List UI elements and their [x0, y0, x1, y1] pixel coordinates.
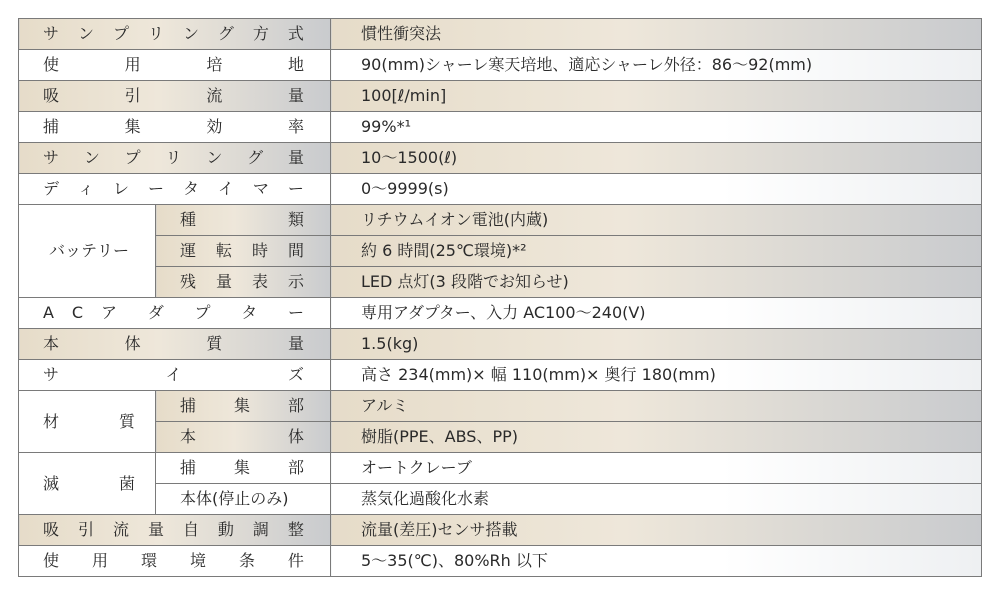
table-row	[19, 546, 982, 577]
table-row	[19, 515, 982, 546]
spec-label: 本 体 質 量	[19, 329, 331, 360]
table-row	[19, 298, 982, 329]
spec-sublabel: 種 類	[156, 205, 331, 236]
spec-value: 100[ℓ/min]	[331, 81, 982, 112]
table-row	[19, 19, 982, 50]
table-row	[19, 50, 982, 81]
spec-value: 専用アダプター、入力 AC100～240(V)	[331, 298, 982, 329]
spec-sublabel: 捕 集 部	[156, 453, 331, 484]
spec-value: リチウムイオン電池(内蔵)	[331, 205, 982, 236]
spec-value: 流量(差圧)センサ搭載	[331, 515, 982, 546]
spec-value: 樹脂(PPE、ABS、PP)	[331, 422, 982, 453]
spec-value: 10～1500(ℓ)	[331, 143, 982, 174]
sterilization-group-label: 滅 菌	[19, 453, 156, 515]
spec-label: 吸 引 流 量	[19, 81, 331, 112]
spec-value: LED 点灯(3 段階でお知らせ)	[331, 267, 982, 298]
spec-sublabel: 本体(停止のみ)	[156, 484, 331, 515]
spec-label: 吸 引 流 量 自 動 調 整	[19, 515, 331, 546]
spec-sublabel: 本 体	[156, 422, 331, 453]
spec-value: アルミ	[331, 391, 982, 422]
table-row	[19, 453, 982, 484]
spec-label: デ ィ レ ー タ イ マ ー	[19, 174, 331, 205]
table-row	[19, 112, 982, 143]
spec-label: 使 用 培 地	[19, 50, 331, 81]
spec-sublabel: 捕 集 部	[156, 391, 331, 422]
spec-value: 慣性衝突法	[331, 19, 982, 50]
table-row	[19, 143, 982, 174]
table-row	[19, 267, 982, 298]
spec-label: 捕 集 効 率	[19, 112, 331, 143]
spec-value: 蒸気化過酸化水素	[331, 484, 982, 515]
spec-value: 99%*¹	[331, 112, 982, 143]
battery-group-label: バッテリー	[19, 205, 156, 298]
spec-sublabel: 残 量 表 示	[156, 267, 331, 298]
spec-value: 90(mm)シャーレ寒天培地、適応シャーレ外径：86～92(mm)	[331, 50, 982, 81]
spec-label: サ ン プ リ ン グ 量	[19, 143, 331, 174]
spec-table	[18, 18, 982, 577]
table-row	[19, 205, 982, 236]
material-group-label: 材 質	[19, 391, 156, 453]
table-row	[19, 236, 982, 267]
spec-value: オートクレーブ	[331, 453, 982, 484]
spec-label: 使 用 環 境 条 件	[19, 546, 331, 577]
table-row	[19, 329, 982, 360]
spec-value: 約 6 時間(25℃環境)*²	[331, 236, 982, 267]
table-row	[19, 360, 982, 391]
spec-label: サ イ ズ	[19, 360, 331, 391]
spec-value: 1.5(kg)	[331, 329, 982, 360]
spec-label: A C ア ダ プ タ ー	[19, 298, 331, 329]
table-row	[19, 422, 982, 453]
spec-value: 0～9999(s)	[331, 174, 982, 205]
spec-label: サ ン プ リ ン グ 方 式	[19, 19, 331, 50]
spec-value: 高さ 234(mm)× 幅 110(mm)× 奥行 180(mm)	[331, 360, 982, 391]
table-row	[19, 391, 982, 422]
spec-sublabel: 運 転 時 間	[156, 236, 331, 267]
spec-value: 5～35(℃)、80%Rh 以下	[331, 546, 982, 577]
table-row	[19, 81, 982, 112]
table-row	[19, 484, 982, 515]
table-row	[19, 174, 982, 205]
